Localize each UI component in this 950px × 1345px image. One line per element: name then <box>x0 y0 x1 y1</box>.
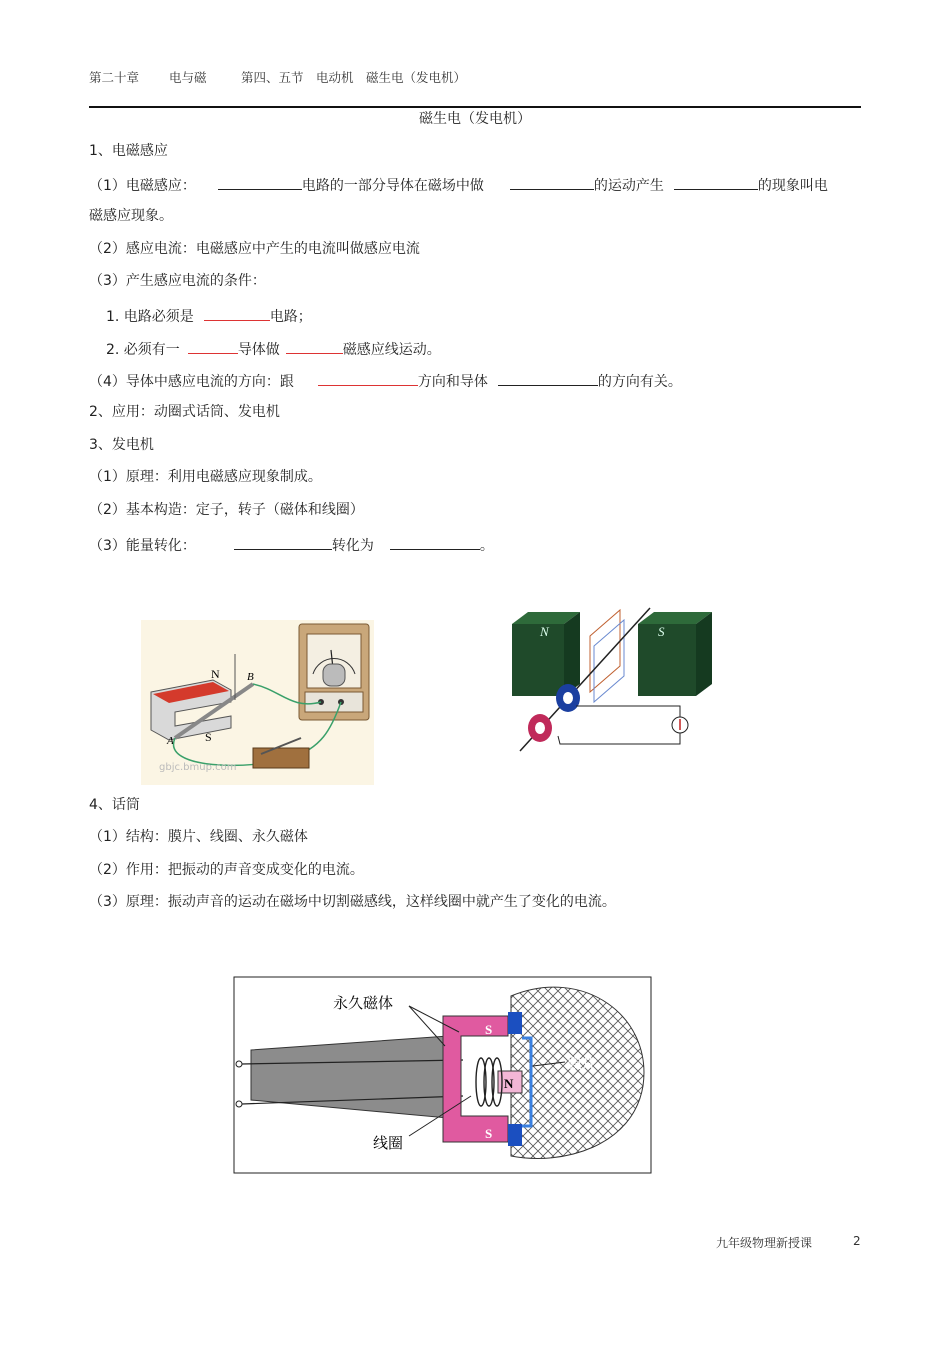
s1-p1 <box>89 174 828 195</box>
blank-1 <box>218 174 302 190</box>
fig3-label-magnet: 永久磁体 <box>333 994 394 1012</box>
s1-heading: 1、电磁感应 <box>89 143 168 159</box>
page-title: 磁生电（发电机） <box>419 111 531 127</box>
header-topic: 电与磁 <box>169 70 207 85</box>
s1-p4-a: （4）导体中感应电流的方向：跟 <box>89 374 294 390</box>
s1-c2-c: 磁感应线运动。 <box>342 342 441 358</box>
s3-heading: 3、发电机 <box>89 437 154 453</box>
blank-5 <box>188 338 238 354</box>
fig1-label-n: N <box>211 667 220 681</box>
generator-figure <box>510 606 715 756</box>
fig1-watermark: gbjc.bmup.com <box>159 762 237 773</box>
s3-p3-c: 。 <box>479 538 494 554</box>
fig3-label-n: N <box>504 1076 514 1091</box>
fig2-label-s: S <box>658 624 665 639</box>
s1-c1 <box>106 305 312 326</box>
s1-p1-b: 电路的一部分导体在磁场中做 <box>301 178 484 194</box>
s1-c2 <box>106 338 441 359</box>
blank-10 <box>390 534 480 550</box>
s1-p2: （2）感应电流：电磁感应中产生的电流叫做感应电流 <box>89 241 420 257</box>
fig2-label-n: N <box>540 624 549 639</box>
blank-3 <box>674 174 758 190</box>
blank-4 <box>204 305 270 321</box>
blank-6 <box>286 338 343 354</box>
fig1-label-a: A <box>167 735 174 747</box>
s3-p3 <box>89 534 494 555</box>
s1-c2-b: 导体做 <box>237 342 280 358</box>
blank-8 <box>498 370 598 386</box>
s4-p1: （1）结构：膜片、线圈、永久磁体 <box>89 829 308 845</box>
s1-p1-d: 的现象叫电 <box>757 178 828 194</box>
s3-p1: （1）原理：利用电磁感应现象制成。 <box>89 469 322 485</box>
s1-c2-a: 2. 必须有一 <box>106 342 180 358</box>
s1-c1-a: 1. 电路必须是 <box>106 309 194 325</box>
fig3-label-coil: 线圈 <box>373 1134 404 1152</box>
blank-9 <box>234 534 332 550</box>
s4-p2: （2）作用：把振动的声音变成变化的电流。 <box>89 862 364 878</box>
fig1-label-s: S <box>205 730 212 744</box>
s1-p1-a: （1）电磁感应： <box>89 178 196 194</box>
s1-p4-b: 方向和导体 <box>417 374 488 390</box>
s1-p4 <box>89 370 682 391</box>
fig3-label-diaphragm: 膜片 <box>567 1054 598 1072</box>
microphone-figure <box>233 976 653 1174</box>
fig3-label-s-bottom: S <box>485 1126 493 1141</box>
header-chapter: 第二十章 <box>89 70 140 85</box>
s4-p3: （3）原理：振动声音的运动在磁场中切割磁感线，这样线圈中就产生了变化的电流。 <box>89 894 616 910</box>
s3-p3-a: （3）能量转化： <box>89 538 196 554</box>
fig3-label-s-top: S <box>485 1022 493 1037</box>
s3-p3-b: 转化为 <box>331 538 374 554</box>
page-number: 2 <box>853 1234 861 1248</box>
s3-p2: （2）基本构造：定子，转子（磁体和线圈） <box>89 502 364 518</box>
s1-c1-b: 电路； <box>269 309 312 325</box>
s1-p3: （3）产生感应电流的条件： <box>89 273 266 289</box>
header-section: 第四、五节 电动机 磁生电（发电机） <box>241 70 467 85</box>
blank-2 <box>510 174 594 190</box>
blank-7 <box>318 370 418 386</box>
footer-course: 九年级物理新授课 <box>716 1236 813 1250</box>
fig1-label-b: B <box>247 671 254 683</box>
s1-p1-cont: 磁感应现象。 <box>89 208 173 224</box>
induction-experiment-figure <box>141 620 374 785</box>
s1-p4-c: 的方向有关。 <box>597 374 682 390</box>
s2-heading: 2、应用：动圈式话筒、发电机 <box>89 404 280 420</box>
s1-p1-c: 的运动产生 <box>593 178 664 194</box>
s4-heading: 4、话筒 <box>89 797 140 813</box>
